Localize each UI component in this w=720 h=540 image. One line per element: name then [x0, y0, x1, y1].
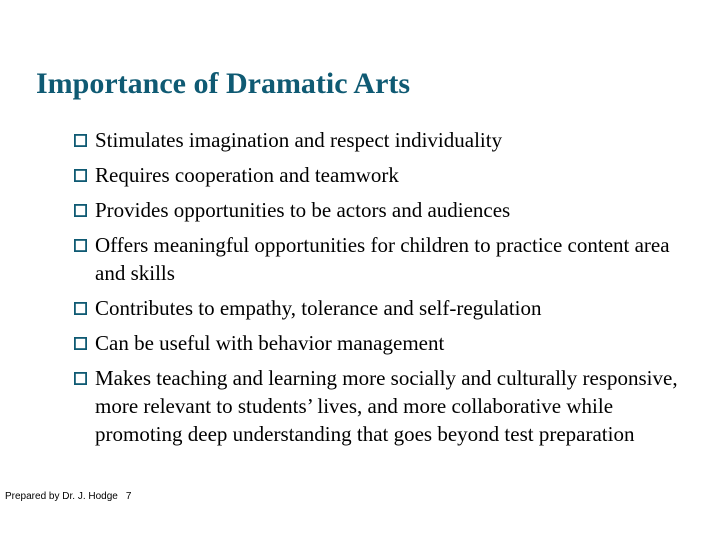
bullet-text: Contributes to empathy, tolerance and self-regulation: [95, 296, 542, 320]
bullet-item: [74, 196, 694, 224]
bullet-text: Makes teaching and learning more socially and culturally responsive, more relevant to students’ lives, and more collaborative while promoting deep understanding that goes beyond test preparation: [95, 366, 678, 446]
hollow-square-bullet-icon: [74, 372, 87, 385]
page-number: 7: [125, 491, 132, 502]
slide-footer: [5, 491, 131, 503]
slide-title: Importance of Dramatic Arts: [36, 67, 411, 100]
bullet-item: [74, 329, 694, 357]
hollow-square-bullet-icon: [74, 204, 87, 217]
bullet-text: Stimulates imagination and respect individuality: [95, 128, 503, 152]
hollow-square-bullet-icon: [74, 239, 87, 252]
bullet-item: [74, 364, 694, 448]
hollow-square-bullet-icon: [74, 337, 87, 350]
bullet-text: Requires cooperation and teamwork: [95, 163, 399, 187]
bullet-text: Can be useful with behavior management: [95, 331, 445, 355]
bullet-text: Offers meaningful opportunities for children to practice content area and skills: [95, 233, 670, 285]
footer-author: Prepared by Dr. J. Hodge: [5, 491, 118, 502]
hollow-square-bullet-icon: [74, 134, 87, 147]
bullet-text: Provides opportunities to be actors and audiences: [95, 198, 511, 222]
bullet-item: [74, 294, 694, 322]
bullet-item: [74, 161, 694, 189]
bullet-list: [74, 126, 694, 455]
bullet-item: [74, 231, 694, 287]
hollow-square-bullet-icon: [74, 169, 87, 182]
hollow-square-bullet-icon: [74, 302, 87, 315]
bullet-item: [74, 126, 694, 154]
